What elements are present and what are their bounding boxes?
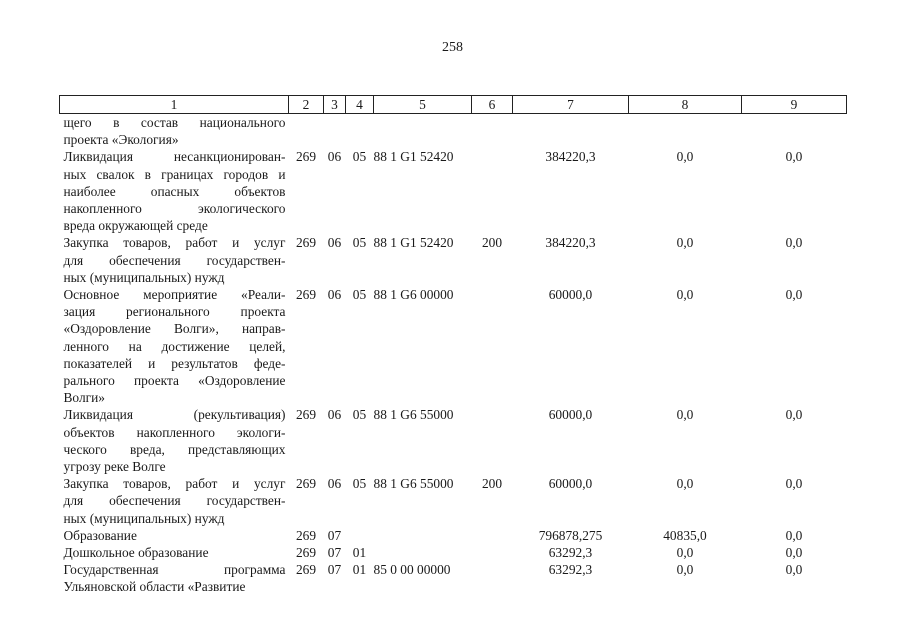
cell-c7: 796878,275 — [538, 527, 603, 543]
cell-c9: 0,0 — [785, 476, 803, 492]
row-name — [60, 114, 289, 149]
cell-c5: 88 1 G1 52420 — [373, 235, 454, 251]
cell-c7 — [513, 114, 629, 149]
row-name-line: ных (муниципальных) нужд — [63, 510, 225, 526]
cell-c6 — [472, 148, 513, 234]
table-body — [60, 114, 847, 596]
header-col-1: 1 — [60, 96, 289, 114]
header-row — [60, 96, 847, 114]
cell-c8: 0,0 — [676, 545, 694, 561]
table-row — [60, 527, 847, 544]
header-col-9: 9 — [742, 96, 847, 114]
row-name-line: Ульяновской области «Развитие — [63, 579, 246, 595]
cell-c9: 0,0 — [785, 407, 803, 423]
cell-c4: 05 — [352, 149, 367, 165]
cell-c8: 0,0 — [676, 235, 694, 251]
page-number: 258 — [442, 40, 463, 55]
cell-c9 — [742, 114, 847, 149]
cell-c2: 269 — [295, 545, 317, 561]
row-name — [60, 527, 289, 544]
cell-c4: 01 — [352, 545, 367, 561]
cell-c6 — [472, 527, 513, 544]
cell-c3: 06 — [327, 235, 342, 251]
row-name-line: объектов накопленного экологи- — [63, 424, 286, 440]
table-header — [60, 96, 847, 114]
cell-c7: 384220,3 — [545, 149, 596, 165]
cell-c8: 0,0 — [676, 407, 694, 423]
table-row — [60, 148, 847, 234]
row-name-line: для обеспечения государствен- — [63, 252, 286, 268]
cell-c4: 05 — [352, 407, 367, 423]
cell-c8 — [629, 114, 742, 149]
cell-c6 — [472, 114, 513, 149]
cell-c4: 05 — [352, 235, 367, 251]
cell-c7: 60000,0 — [548, 476, 593, 492]
table-row — [60, 234, 847, 286]
header-col-8: 8 — [629, 96, 742, 114]
cell-c9: 0,0 — [785, 562, 803, 578]
row-name — [60, 475, 289, 527]
cell-c7: 60000,0 — [548, 287, 593, 303]
cell-c4 — [346, 527, 374, 544]
row-name-line: ческого вреда, представляющих — [63, 441, 286, 457]
cell-c4: 01 — [352, 562, 367, 578]
row-name-line: щего в состав национального — [63, 115, 286, 130]
row-name-line: ных свалок в границах городов и — [63, 166, 286, 182]
row-name-line: Волги» — [63, 390, 105, 406]
header-col-3: 3 — [324, 96, 346, 114]
cell-c9: 0,0 — [785, 287, 803, 303]
row-name-line: Дошкольное образование — [63, 545, 209, 561]
cell-c3: 07 — [327, 527, 342, 543]
row-name-line: Закупка товаров, работ и услуг — [63, 476, 286, 492]
header-col-7: 7 — [513, 96, 629, 114]
row-name-line: ленного на достижение целей, — [63, 338, 286, 354]
cell-c5 — [374, 114, 472, 149]
cell-c7: 60000,0 — [548, 407, 593, 423]
cell-c6 — [472, 544, 513, 561]
row-name-line: вреда окружающей среде — [63, 218, 208, 234]
table-row — [60, 114, 847, 149]
row-name-line: для обеспечения государствен- — [63, 493, 286, 509]
cell-c6: 200 — [481, 476, 503, 492]
row-name-line: Образование — [63, 527, 137, 543]
cell-c2: 269 — [295, 527, 317, 543]
row-name — [60, 148, 289, 234]
header-col-5: 5 — [374, 96, 472, 114]
cell-c8: 0,0 — [676, 287, 694, 303]
cell-c9: 0,0 — [785, 545, 803, 561]
table-row — [60, 475, 847, 527]
row-name-line: наиболее опасных объектов — [63, 183, 286, 199]
cell-c2 — [289, 114, 324, 149]
cell-c5: 88 1 G6 00000 — [373, 287, 454, 303]
cell-c7: 63292,3 — [548, 545, 593, 561]
cell-c5: 88 1 G6 55000 — [373, 407, 454, 423]
cell-c4: 05 — [352, 476, 367, 492]
cell-c3: 06 — [327, 149, 342, 165]
cell-c2: 269 — [295, 235, 317, 251]
row-name-line: проекта «Экология» — [63, 132, 179, 148]
row-name-line: зация регионального проекта — [63, 304, 286, 320]
cell-c7: 63292,3 — [548, 562, 593, 578]
cell-c8: 0,0 — [676, 562, 694, 578]
header-col-2: 2 — [289, 96, 324, 114]
cell-c8: 40835,0 — [663, 527, 707, 543]
row-name — [60, 544, 289, 561]
cell-c2: 269 — [295, 476, 317, 492]
row-name — [60, 406, 289, 475]
cell-c6 — [472, 561, 513, 595]
row-name-line: Закупка товаров, работ и услуг — [63, 235, 286, 251]
cell-c4: 05 — [352, 287, 367, 303]
cell-c2: 269 — [295, 407, 317, 423]
row-name-line: угрозу реке Волге — [63, 459, 166, 475]
row-name — [60, 286, 289, 406]
cell-c3 — [324, 114, 346, 149]
row-name-line: Основное мероприятие «Реали- — [63, 287, 286, 303]
cell-c3: 06 — [327, 476, 342, 492]
cell-c8: 0,0 — [676, 149, 694, 165]
row-name-line: Государственная программа — [63, 562, 286, 578]
cell-c9: 0,0 — [785, 149, 803, 165]
row-name-line: рального проекта «Оздоровление — [63, 373, 286, 389]
cell-c7: 384220,3 — [545, 235, 596, 251]
cell-c2: 269 — [295, 149, 317, 165]
cell-c2: 269 — [295, 287, 317, 303]
cell-c5: 85 0 00 00000 — [373, 562, 451, 578]
cell-c3: 06 — [327, 407, 342, 423]
cell-c3: 07 — [327, 545, 342, 561]
table-row — [60, 286, 847, 406]
row-name-line: ных (муниципальных) нужд — [63, 269, 225, 285]
cell-c9: 0,0 — [785, 527, 803, 543]
row-name — [60, 561, 289, 595]
cell-c6: 200 — [481, 235, 503, 251]
row-name-line: «Оздоровление Волги», направ- — [63, 321, 286, 337]
row-name-line: показателей и результатов феде- — [63, 355, 286, 371]
cell-c6 — [472, 286, 513, 406]
header-col-4: 4 — [346, 96, 374, 114]
cell-c4 — [346, 114, 374, 149]
row-name-line: накопленного экологического — [63, 201, 286, 217]
row-name — [60, 234, 289, 286]
cell-c3: 07 — [327, 562, 342, 578]
cell-c5 — [374, 527, 472, 544]
row-name-line: Ликвидация (рекультивация) — [63, 407, 286, 423]
cell-c5: 88 1 G6 55000 — [373, 476, 454, 492]
cell-c8: 0,0 — [676, 476, 694, 492]
table-row — [60, 544, 847, 561]
row-name-line: Ликвидация несанкционирован- — [63, 149, 286, 165]
table-row — [60, 561, 847, 595]
cell-c5 — [374, 544, 472, 561]
budget-table — [59, 95, 847, 596]
cell-c5: 88 1 G1 52420 — [373, 149, 454, 165]
cell-c6 — [472, 406, 513, 475]
cell-c3: 06 — [327, 287, 342, 303]
table-row — [60, 406, 847, 475]
header-col-6: 6 — [472, 96, 513, 114]
cell-c2: 269 — [295, 562, 317, 578]
cell-c9: 0,0 — [785, 235, 803, 251]
